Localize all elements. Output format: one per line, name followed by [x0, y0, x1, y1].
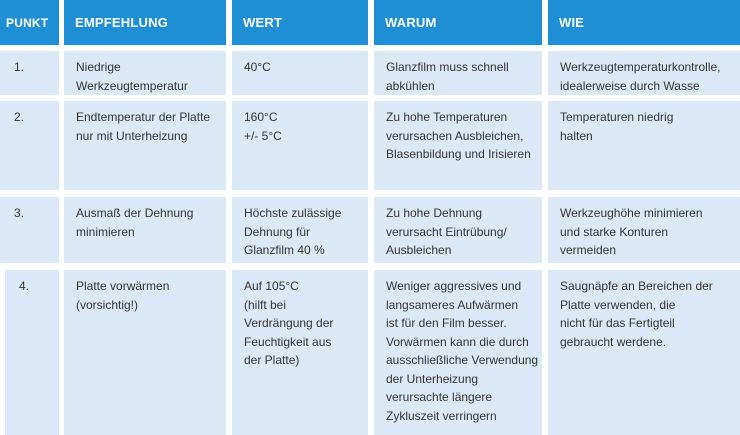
row-4-warum: Weniger aggressives und langsameres Aufwärmen ist für den Film besser. Vorwärmen kann die durch ausschließliche Verwendung der Unterheizung verursachte längere Zykluszeit verringern: [374, 270, 542, 435]
row-2-punkt: 2.: [0, 101, 59, 190]
row-2-wert: 160°C +/- 5°C: [232, 101, 368, 190]
row-1-wert: 40°C: [232, 51, 368, 95]
row-2-warum: Zu hohe Temperaturen verursachen Ausbleichen, Blasenbildung und Irisieren: [374, 101, 542, 190]
row-1-wie: Werkzeugtemperaturkontrolle, idealerweise durch Wasse: [548, 51, 740, 95]
row-3-wie: Werkzeughöhe minimieren und starke Konturen vermeiden: [548, 197, 740, 263]
row-2-wie: Temperaturen niedrig halten: [548, 101, 740, 190]
row-4-empfehlung: Platte vorwärmen (vorsichtig!): [64, 270, 226, 435]
row-4-wert: Auf 105°C (hilft bei Verdrängung der Feuchtigkeit aus der Platte): [232, 270, 368, 435]
row-3-empfehlung: Ausmaß der Dehnung minimieren: [64, 197, 226, 263]
row-2-empfehlung: Endtemperatur der Platte nur mit Unterheizung: [64, 101, 226, 190]
header-punkt: PUNKT: [0, 0, 59, 45]
row-1-punkt: 1.: [0, 51, 59, 95]
row-4-wie: Saugnäpfe an Bereichen der Platte verwenden, die nicht für das Fertigteil gebraucht werdene.: [548, 270, 740, 435]
header-warum: WARUM: [374, 0, 542, 45]
row-4-punkt: 4.: [5, 270, 59, 435]
row-1-warum: Glanzfilm muss schnell abkühlen: [374, 51, 542, 95]
row-3-wert: Höchste zulässige Dehnung für Glanzfilm 40 %: [232, 197, 368, 263]
row-3-punkt: 3.: [0, 197, 59, 263]
row-3-warum: Zu hohe Dehnung verursacht Eintrübung/ Ausbleichen: [374, 197, 542, 263]
header-empfehlung: EMPFEHLUNG: [64, 0, 226, 45]
header-wie: WIE: [548, 0, 740, 45]
row-1-empfehlung: Niedrige Werkzeugtemperatur: [64, 51, 226, 95]
header-wert: WERT: [232, 0, 368, 45]
